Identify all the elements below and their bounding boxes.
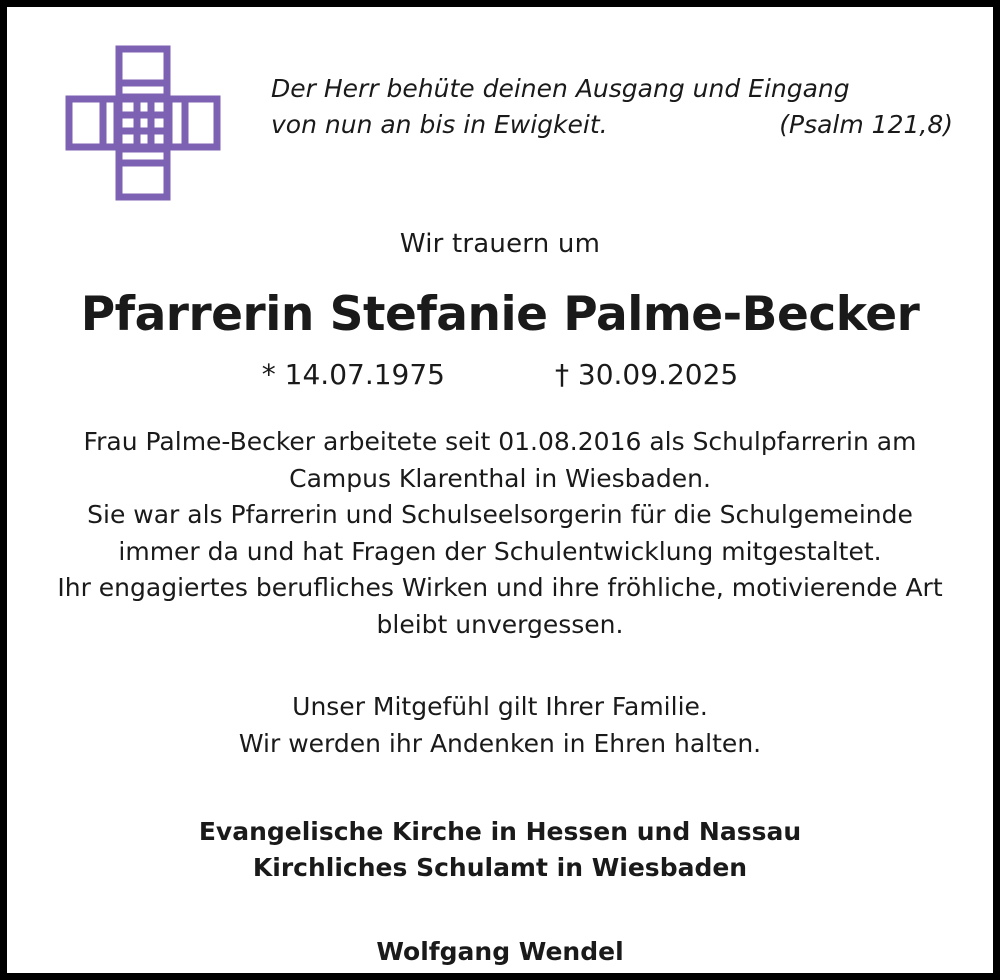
verse-line-2-row [271,107,953,143]
verse-line-1: Der Herr behüte deinen Ausgang und Eingang [271,74,850,103]
organization-block [41,814,959,887]
mourning-intro: Wir trauern um [399,229,601,259]
bible-verse [271,37,959,142]
deceased-name: Pfarrerin Stefanie Palme-Becker [80,287,920,342]
sympathy-line-1: Unser Mitgefühl gilt Ihrer Familie. [292,692,708,721]
tribute-line-3: Sie war als Pfarrerin und Schulseelsorgerin für die Schulgemeinde [87,500,913,529]
tribute-line-1: Frau Palme-Becker arbeitete seit 01.08.2016 als Schulpfarrerin am [83,427,917,456]
organization-line-1: Evangelische Kirche in Hessen und Nassau [198,817,802,846]
verse-reference: (Psalm 121,8) [779,109,953,139]
sympathy-text [41,689,959,762]
sympathy-line-2: Wir werden ihr Andenken in Ehren halten. [238,728,762,758]
header-row [41,37,959,203]
interlocking-squares-cross-icon [61,43,221,203]
tribute-line-2: Campus Klarenthal in Wiesbaden. [289,463,711,493]
verse-line-2: von nun an bis in Ewigkeit. [271,109,608,139]
tribute-text [41,424,959,643]
organization-line-2: Kirchliches Schulamt in Wiesbaden [252,853,748,883]
life-dates [41,358,959,391]
tribute-line-6: bleibt unvergessen. [376,609,624,639]
tribute-line-5: Ihr engagiertes berufliches Wirken und ihre fröhliche, motivierende Art [57,573,943,602]
signatory-name: Wolfgang Wendel [376,936,624,966]
death-date: † 30.09.2025 [555,358,739,391]
tribute-line-4: immer da und hat Fragen der Schulentwicklung mitgestaltet. [118,536,882,566]
birth-date: * 14.07.1975 [261,358,445,391]
emblem-container [41,37,271,203]
